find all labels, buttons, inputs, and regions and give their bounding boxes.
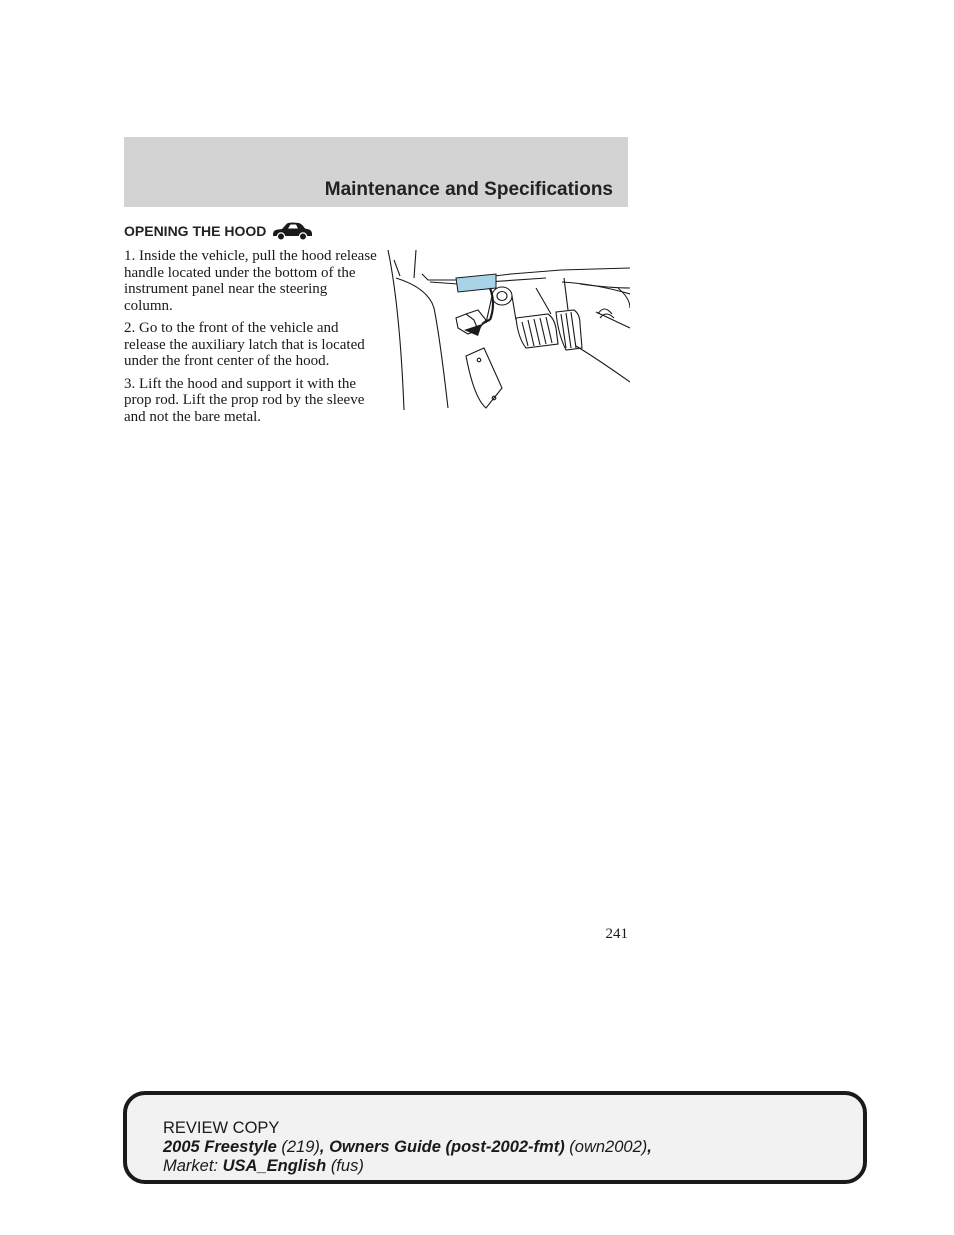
review-line-3 — [163, 1157, 652, 1176]
review-text — [163, 1119, 652, 1176]
hood-release-illustration — [386, 248, 630, 412]
vehicle-code: (219) — [281, 1138, 320, 1156]
chapter-title: Maintenance and Specifications — [324, 179, 613, 200]
review-line-1: REVIEW COPY — [163, 1119, 280, 1137]
step-3: 3. Lift the hood and support it with the prop rod. Lift the prop rod by the sleeve and not the bare metal. — [124, 375, 365, 425]
guide-name: Owners Guide (post-2002-fmt) — [329, 1138, 565, 1156]
separator: , — [647, 1138, 652, 1156]
step-1: 1. Inside the vehicle, pull the hood release handle located under the bottom of the instrument panel near the steering column. — [124, 248, 377, 314]
guide-code: (own2002) — [569, 1138, 648, 1156]
market-code: (fus) — [330, 1157, 364, 1175]
market-name: USA_English — [222, 1157, 327, 1175]
step-2: 2. Go to the front of the vehicle and release the auxiliary latch that is located under the front center of the hood. — [124, 320, 365, 369]
page-number: 241 — [605, 926, 628, 942]
separator: , — [319, 1138, 325, 1156]
car-icon — [271, 221, 313, 241]
section-heading-text: OPENING THE HOOD — [124, 223, 267, 239]
instructions — [124, 248, 378, 431]
chapter-header-band — [124, 137, 628, 207]
section-heading — [124, 221, 313, 241]
review-line-2 — [163, 1138, 652, 1157]
vehicle-name: 2005 Freestyle — [163, 1138, 277, 1156]
review-copy-footer — [123, 1091, 867, 1184]
market-label: Market: — [163, 1157, 219, 1175]
